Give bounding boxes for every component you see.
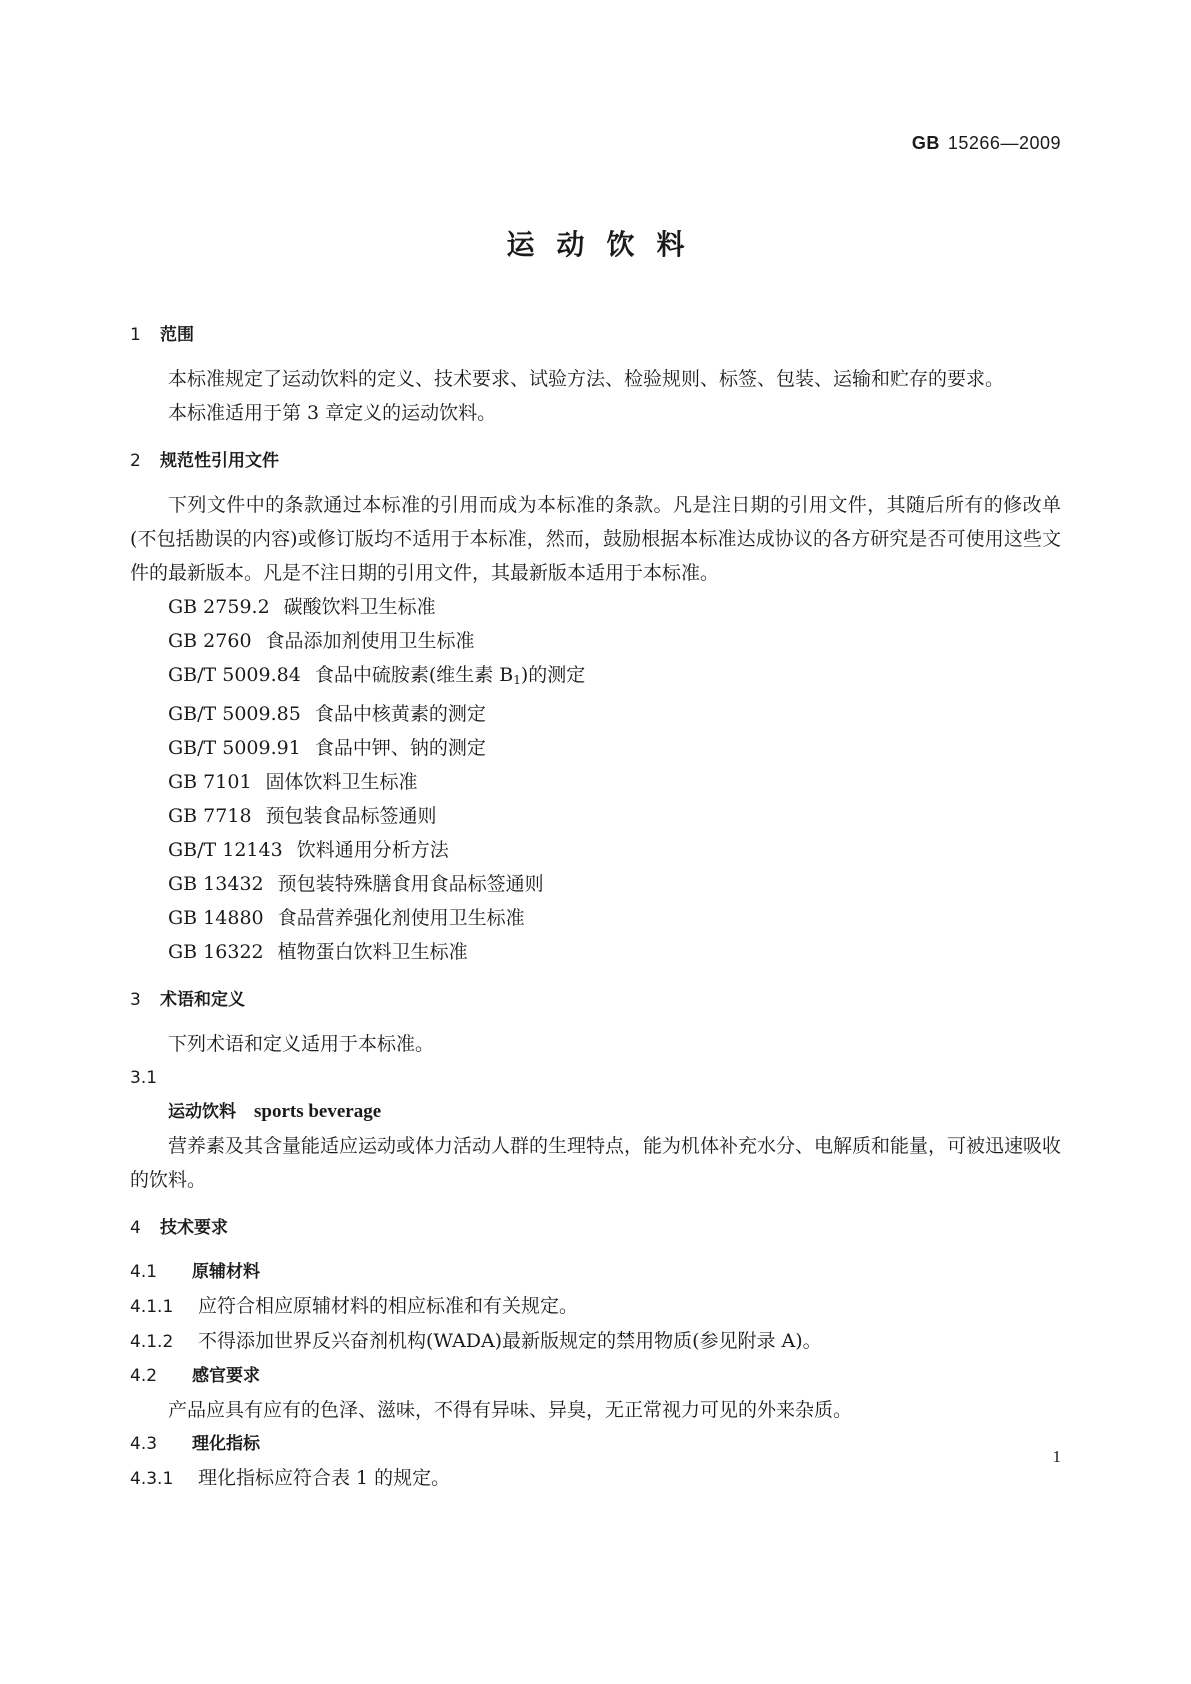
reference-item: GB 16322 植物蛋白饮料卫生标准: [168, 941, 468, 963]
reference-item: GB 13432 预包装特殊膳食用食品标签通则: [168, 873, 544, 895]
reference-item: GB/T 5009.85 食品中核黄素的测定: [168, 703, 486, 725]
subsection-4-3-heading: 4.3 理化指标: [130, 1434, 260, 1454]
term-entry: [130, 1095, 1061, 1129]
subsection-4-1-heading: 4.1 原辅材料: [130, 1262, 260, 1282]
section-4-heading: 4 技术要求: [130, 1218, 228, 1238]
reference-item: GB 7718 预包装食品标签通则: [168, 805, 437, 827]
section-2-intro: 下列文件中的条款通过本标准的引用而成为本标准的条款。凡是注日期的引用文件，其随后所有的修改单(不包括勘误的内容)或修订版均不适用于本标准，然而，鼓励根据本标准达成协议的各方研究是否可使用这些文件的最新版本。凡是不注日期的引用文件，其最新版本适用于本标准。: [130, 494, 1061, 584]
section-3-heading: 3 术语和定义: [130, 990, 245, 1010]
document-title: 运动饮料: [506, 228, 707, 261]
section-1-paragraph-2: 本标准适用于第 3 章定义的运动饮料。: [168, 402, 497, 424]
clause-4-1-1: 4.1.1 应符合相应原辅材料的相应标准和有关规定。: [130, 1295, 579, 1317]
standard-number: 15266—2009: [947, 133, 1061, 153]
section-3-intro: 下列术语和定义适用于本标准。: [168, 1033, 435, 1055]
section-1-paragraph-1: 本标准规定了运动饮料的定义、技术要求、试验方法、检验规则、标签、包装、运输和贮存的要求。: [168, 368, 1005, 390]
document-body: [130, 318, 1061, 1496]
reference-item: GB/T 5009.91 食品中钾、钠的测定: [168, 737, 486, 759]
reference-item: GB 14880 食品营养强化剂使用卫生标准: [168, 907, 525, 929]
sensory-requirements: 产品应具有应有的色泽、滋味，不得有异味、异臭，无正常视力可见的外来杂质。: [168, 1399, 853, 1421]
subsection-4-2-heading: 4.2 感官要求: [130, 1366, 260, 1386]
section-1-heading: 1 范围: [130, 325, 194, 345]
term-english: sports beverage: [254, 1101, 382, 1122]
page-number: 1: [1052, 1447, 1061, 1466]
reference-item: GB/T 12143 饮料通用分析方法: [168, 839, 449, 861]
clause-4-3-1: 4.3.1 理化指标应符合表 1 的规定。: [130, 1467, 451, 1489]
reference-item: GB 2760 食品添加剂使用卫生标准: [168, 630, 475, 652]
standard-prefix: GB: [911, 133, 940, 153]
clause-4-1-2: 4.1.2 不得添加世界反兴奋剂机构(WADA)最新版规定的禁用物质(参见附录 A)。: [130, 1330, 822, 1352]
reference-item: GB 2759.2 碳酸饮料卫生标准: [168, 596, 436, 618]
reference-item: GB/T 5009.84 食品中硫胺素(维生素 $B_1$)的测定: [168, 664, 586, 687]
standard-code: [912, 126, 1061, 160]
term-definition: 营养素及其含量能适应运动或体力活动人群的生理特点，能为机体补充水分、电解质和能量，可被迅速吸收的饮料。: [130, 1135, 1062, 1191]
section-2-heading: 2 规范性引用文件: [130, 451, 279, 471]
reference-item: GB 7101 固体饮料卫生标准: [168, 771, 418, 793]
term-chinese: 运动饮料: [168, 1102, 236, 1122]
clause-3-1-number: 3.1: [130, 1068, 158, 1088]
